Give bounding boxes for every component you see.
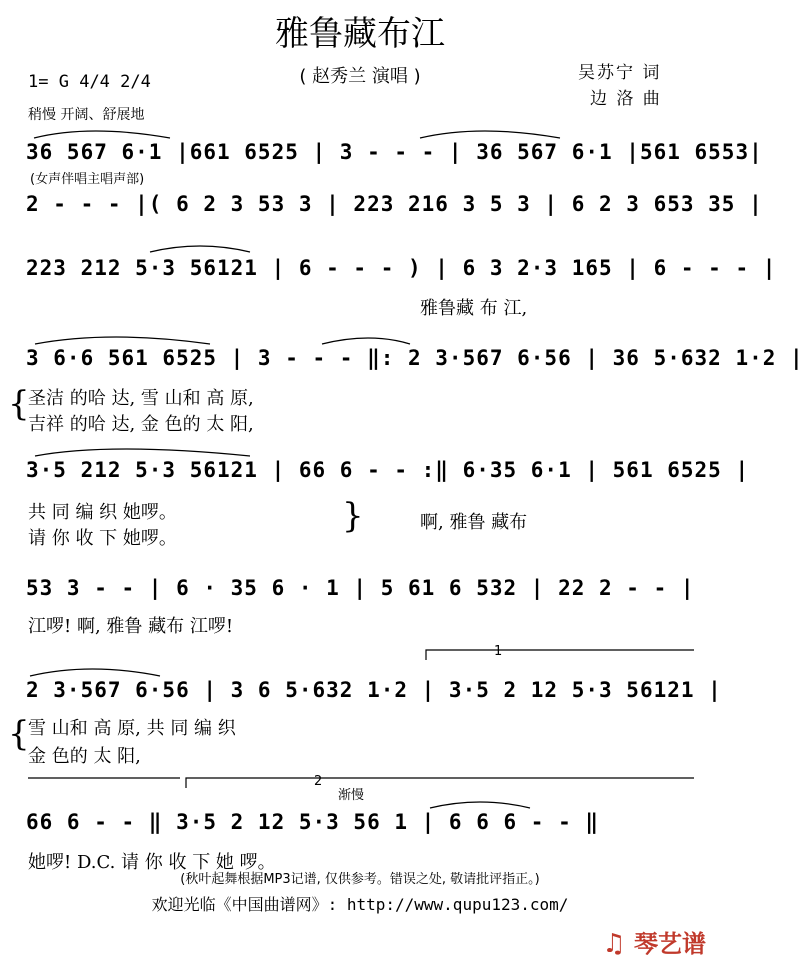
performer-label: ( 赵秀兰 演唱 )	[299, 66, 421, 87]
verse-brace-2: {	[8, 714, 30, 754]
lyrics-row-3: 雅鲁藏 布 江,	[420, 298, 528, 319]
notation-row-1: 36 567 6·1 |661 6525 | 3 - - - | 36 567 6·1 |561 6553|	[26, 140, 763, 164]
slur-8	[430, 802, 530, 808]
slur-5	[322, 338, 410, 344]
footer-note: (秋叶起舞根据MP3记谱, 仅供参考。错误之处, 敬请批评指正。)	[180, 872, 540, 887]
tempo-mark: 稍慢 开阔、舒展地	[28, 107, 145, 123]
lyrics-row-5-side: 啊, 雅鲁 藏布	[420, 512, 528, 533]
notation-row-7: 2 3·567 6·56 | 3 6 5·632 1·2 | 3·5 2 12 5·3 56121 |	[26, 678, 722, 702]
song-title: 雅鲁藏布江	[275, 14, 445, 54]
time-signature-2: 2/4	[120, 72, 151, 92]
slur-1	[34, 131, 170, 138]
slowing-mark: 渐慢	[338, 788, 365, 803]
time-signature-1: 4/4	[79, 72, 110, 92]
music-logo-icon: ♫	[602, 929, 626, 959]
lyrics-row-6: 江啰! 啊, 雅鲁 藏布 江啰!	[28, 616, 234, 637]
volta-1-label: 1	[494, 644, 503, 659]
notation-row-2: 2 - - - |( 6 2 3 53 3 | 223 216 3 5 3 | 6 2 3 653 35 |	[26, 192, 763, 216]
notation-row-5: 3·5 212 5·3 56121 | 66 6 - - :‖ 6·35 6·1 | 561 6525 |	[26, 458, 750, 482]
chorus-note: (女声伴唱主唱声部)	[30, 172, 145, 187]
slur-2	[420, 131, 560, 138]
lyrics-row-5-verse-2: 请 你 收 下 她啰。	[28, 528, 177, 549]
composer-credit: 边 洛 曲	[590, 89, 662, 109]
lyrics-row-5-verse-1: 共 同 编 织 她啰。	[28, 502, 177, 523]
lyrics-row-7-verse-1: 雪 山和 高 原, 共 同 编 织	[28, 718, 236, 739]
slur-4	[35, 337, 210, 344]
verse-brace: {	[8, 384, 30, 424]
lyricist-credit: 吴苏宁 词	[578, 63, 662, 83]
watermark-text: 琴艺谱	[634, 930, 706, 958]
slur-6	[35, 449, 250, 456]
verse-brace-right: }	[342, 496, 364, 536]
footer-site-link[interactable]: 欢迎光临《中国曲谱网》: http://www.qupu123.com/	[151, 895, 569, 914]
volta-1-bracket	[426, 650, 694, 660]
lyrics-row-8: 她啰! D.C. 请 你 收 下 她 啰。	[28, 852, 276, 873]
slur-3	[150, 246, 250, 252]
notation-row-4: 3 6·6 561 6525 | 3 - - - ‖: 2 3·567 6·56 | 36 5·632 1·2 |	[26, 346, 804, 370]
volta-2-label: 2	[314, 774, 323, 789]
key-signature: 1= G 4/4 2/4	[28, 72, 151, 92]
notation-row-3: 223 212 5·3 56121 | 6 - - - ) | 6 3 2·3 165 | 6 - - - |	[26, 256, 777, 280]
notation-row-6: 53 3 - - | 6 · 35 6 · 1 | 5 61 6 532 | 22 2 - - |	[26, 576, 695, 600]
lyrics-row-4-verse-2: 吉祥 的哈 达, 金 色的 太 阳,	[28, 414, 254, 435]
notation-row-8: 66 6 - - ‖ 3·5 2 12 5·3 56 1 | 6 6 6 - - ‖	[26, 810, 600, 834]
slur-7	[30, 669, 160, 676]
lyrics-row-7-verse-2: 金 色的 太 阳,	[28, 746, 141, 767]
lyrics-row-4-verse-1: 圣洁 的哈 达, 雪 山和 高 原,	[28, 388, 254, 409]
volta-2-bracket	[186, 778, 694, 788]
